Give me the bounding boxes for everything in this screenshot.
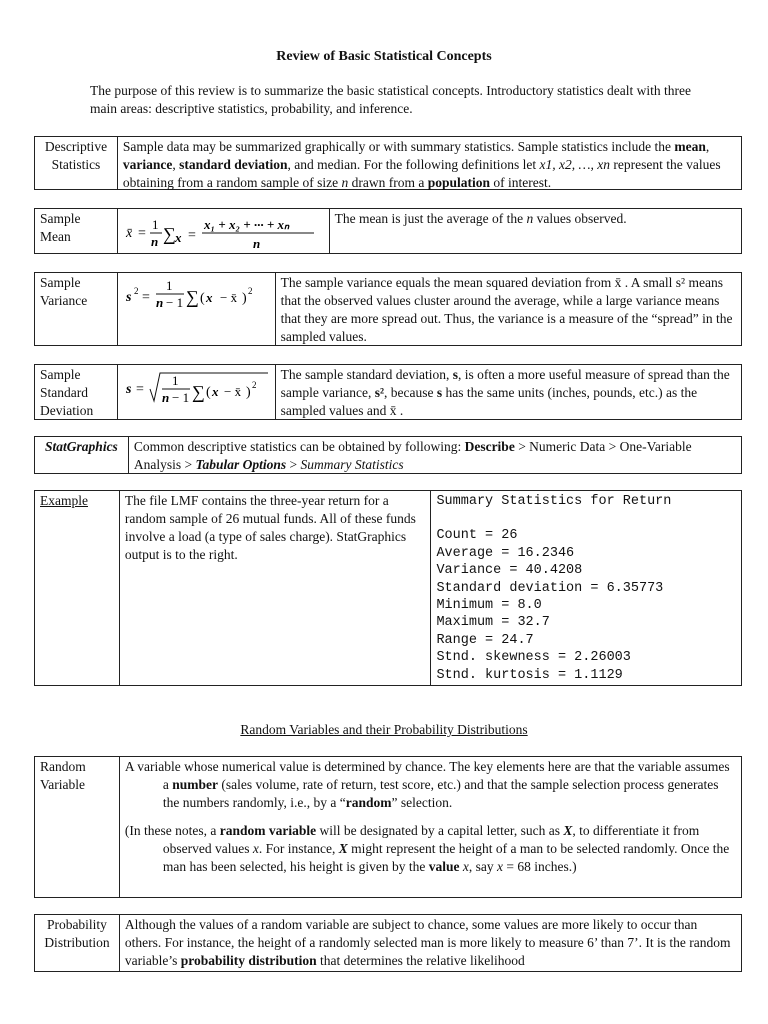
statgraphics-box [34, 436, 742, 474]
sample-sd-formula-svg [118, 365, 274, 419]
output-line: Standard deviation = 6.35773 [436, 580, 664, 596]
svg-text:s: s [125, 382, 132, 397]
svg-text:s: s [125, 290, 132, 305]
svg-text:1: 1 [171, 373, 179, 388]
svg-text:− x̄: − x̄ [223, 384, 241, 399]
svg-text:n: n [150, 234, 159, 249]
example-text: The file LMF contains the three-year return for a random sample of 26 mutual funds. All of these funds involve a load (a type of sales charge). StatGraphics output is to the right. [120, 491, 432, 685]
probability-distribution-text: Although the values of a random variable are subject to chance, some values are more likely to occur than others. For instance, the height of a randomly selected man is more likely to measure 6’ than 7’. It is the random variable’s probability distribution that determines the relative likelihood [124, 917, 731, 968]
output-line: Variance = 40.4208 [436, 563, 583, 579]
svg-text:∑: ∑ [191, 382, 205, 402]
svg-text:− 1: − 1 [171, 390, 189, 405]
random-variable-text [120, 757, 741, 897]
svg-text:∑: ∑ [185, 287, 199, 307]
probability-distribution-label: Probability Distribution [35, 915, 120, 971]
sample-variance-formula-svg [118, 273, 274, 345]
example-label: Example [35, 491, 120, 685]
sample-mean-text: The mean is just the average of the n values observed. [334, 211, 627, 226]
svg-text:=: = [141, 290, 150, 305]
svg-text:): ) [245, 385, 251, 400]
svg-text:2: 2 [133, 286, 139, 296]
svg-text:=: = [187, 228, 196, 243]
svg-text:x₁ + x₂ + ··· + xₙ: x₁ + x₂ + ··· + xₙ [203, 217, 290, 232]
sample-variance-label: Sample Variance [35, 273, 118, 345]
svg-text:1: 1 [165, 278, 173, 293]
random-variable-box [34, 756, 742, 898]
example-box [34, 490, 742, 686]
sample-variance-box [34, 272, 742, 346]
sample-mean-formula-svg [118, 209, 328, 253]
svg-text:∑: ∑ [162, 224, 176, 244]
svg-text:n: n [161, 390, 170, 405]
sample-sd-label: Sample Standard Deviation [35, 365, 118, 419]
svg-text:x̄: x̄ [125, 226, 133, 241]
intro-paragraph: The purpose of this review is to summarize the basic statistical concepts. Introductory statistics dealt with three main areas: descriptive statistics, probability, and inference. [90, 83, 691, 116]
probability-distribution-box [34, 914, 742, 972]
svg-text:(: ( [205, 385, 211, 400]
svg-text:− 1: − 1 [165, 295, 183, 310]
sample-mean-label: Sample Mean [35, 209, 118, 253]
random-variable-label: Random Variable [35, 757, 120, 897]
svg-text:=: = [135, 382, 144, 397]
svg-text:x: x [211, 384, 219, 399]
svg-text:=: = [137, 226, 146, 241]
sample-sd-box [34, 364, 742, 420]
descriptive-statistics-box [34, 136, 742, 190]
output-line: Range = 24.7 [436, 632, 534, 648]
svg-text:1: 1 [151, 217, 159, 232]
output-line: Count = 26 [436, 528, 518, 544]
svg-text:x: x [174, 230, 182, 245]
svg-text:n: n [252, 236, 261, 251]
svg-text:2: 2 [251, 380, 257, 390]
sample-variance-formula [118, 273, 276, 345]
output-line: Minimum = 8.0 [436, 598, 542, 614]
rv-paragraph-1: A variable whose numerical value is determined by chance. The key elements here are that the variable assumes a number (sales volume, rate of return, test score, etc.) and that the sample selection process generates the numbers randomly, i.e., by a “random” selection. [124, 759, 730, 810]
page-title: Review of Basic Statistical Concepts [276, 49, 492, 64]
sample-mean-box [34, 208, 742, 254]
output-line: Stnd. skewness = 2.26003 [436, 650, 631, 666]
svg-text:): ) [241, 291, 247, 306]
statgraphics-output [431, 491, 741, 685]
svg-text:2: 2 [247, 286, 253, 296]
section-heading: Random Variables and their Probability Distributions [240, 722, 528, 737]
svg-text:− x̄: − x̄ [219, 290, 237, 305]
output-line: Stnd. kurtosis = 1.1129 [436, 667, 623, 683]
svg-text:n: n [155, 295, 164, 310]
output-line: Maximum = 32.7 [436, 615, 550, 631]
rv-paragraph-2: (In these notes, a random variable will be designated by a capital letter, such as X, to differentiate it from observed values x. For instance, X might represent the height of a man to be selected randomly. Once the man has been selected, his height is given by the value x, say x = 68 inches.) [124, 823, 730, 874]
svg-text:x: x [205, 290, 213, 305]
sample-sd-text: The sample standard deviation, s, is often a more useful measure of spread than the sample variance, s², because s has the same units (inches, pounds, etc.) as the sampled values and x̄ . [280, 367, 730, 418]
sample-variance-text: The sample variance equals the mean squared deviation from x̄ . A small s² means that the observed values cluster around the average, while a large variance means that they are more spread out. Thus, the variance is a measure of the “spread” in the sampled values. [280, 275, 733, 344]
output-title: Summary Statistics for Return [436, 494, 672, 509]
output-line: Average = 16.2346 [436, 545, 575, 561]
statgraphics-text: Common descriptive statistics can be obtained by following: Describe > Numeric Data > One-Variable Analysis > Tabular Options > Summary Statistics [133, 439, 692, 472]
statgraphics-label: StatGraphics [35, 437, 129, 473]
sample-sd-formula [118, 365, 276, 419]
svg-text:(: ( [199, 291, 205, 306]
descriptive-label: Descriptive Statistics [35, 137, 118, 189]
sample-mean-formula [118, 209, 330, 253]
descriptive-text: Sample data may be summarized graphically or with summary statistics. Sample statistics include the mean, variance, standard deviation, and median. For the following definitions let x1, x2, …, xn represent the values obtaining from a random sample of size n drawn from a population of interest. [122, 139, 721, 190]
